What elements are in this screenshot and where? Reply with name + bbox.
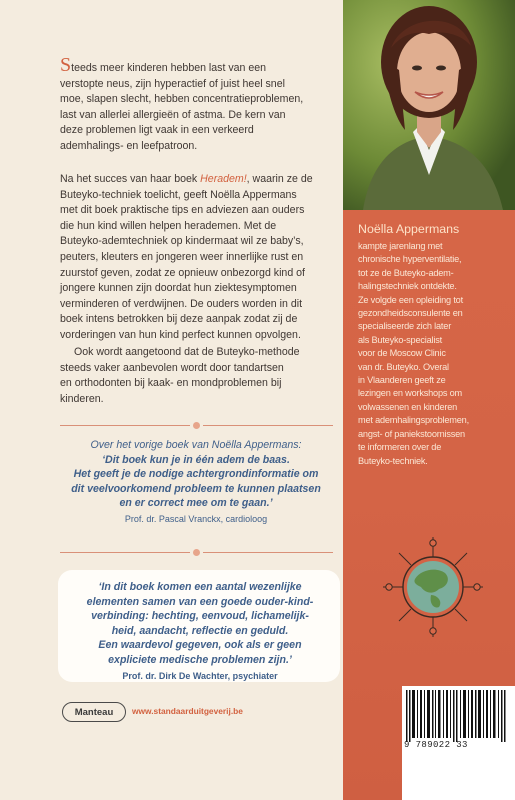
body-line: met dit boek praktische tips en adviezen aan ouders [60, 204, 305, 217]
quote-line: ‘In dit boek komen een aantal wezenlijke [98, 581, 302, 593]
globe-compass-icon [381, 535, 485, 639]
book-title: Heradem! [200, 173, 247, 185]
quote-line: heid, aandacht, reflectie en geduld. [111, 624, 289, 637]
divider-left [60, 552, 190, 553]
drop-cap: S [60, 54, 72, 76]
body-text: , waarin ze de [246, 173, 313, 185]
isbn-number: 9 789022 33 [404, 740, 468, 750]
bio-line: gezondheidsconsulente en [358, 308, 463, 319]
body-line: vorderingen van hun kind perfect kunnen opvolgen. [60, 328, 301, 341]
body-line: zuurstof geven, zodat ze opnieuw onbezorgd kind of [60, 266, 305, 279]
review-line: Het geeft je de nodige achtergrondinformatie om [73, 468, 319, 481]
bio-line: volwassenen en kinderen [358, 401, 458, 412]
bio-line: kampte jarenlang met [358, 241, 443, 251]
quote-line: Een waardevol gegeven, ook als er geen [98, 639, 302, 652]
body-line: boek intens betrokken bij deze aanpak zodat zij de [60, 313, 298, 326]
bio-line: angst- of paniekstoornissen [358, 428, 465, 439]
body-line: Ook wordt aangetoond dat de Buteyko-methode [74, 346, 300, 358]
author-portrait-illustration [343, 0, 515, 210]
intro-line: verstopte neus, zijn hyperactief of juist heel snel [60, 77, 285, 90]
publisher-url[interactable]: www.standaarduitgeverij.be [132, 706, 243, 716]
bio-line: met ademhalingsproblemen, [358, 415, 469, 426]
intro-paragraph [60, 54, 322, 155]
bio-line: halingstechniek ontdekte. [358, 281, 457, 292]
bio-line: als Buteyko-specialist [358, 334, 442, 345]
review-line: en er correct mee om te gaan.’ [119, 497, 273, 510]
body-line: en orthodonten bij kaak- en mondproblemen bij [60, 377, 282, 390]
intro-line: teeds meer kinderen hebben last van een [71, 62, 267, 74]
quote-line: expliciete medische problemen zijn.’ [108, 653, 292, 666]
body-line: verminderen of verdwijnen. De ouders worden in dit [60, 297, 303, 310]
bio-line: voor de Moscow Clinic [358, 348, 446, 359]
divider-dot [193, 549, 200, 556]
endorsement-quote [74, 580, 326, 683]
body-line: Buteyko-techniek toelicht, geeft Noëlla Appermans [60, 188, 297, 201]
bio-line: specialiseerde zich later [358, 321, 452, 332]
bio-line: tot ze de Buteyko-adem- [358, 267, 454, 278]
review-quote [60, 438, 332, 527]
author-photo [343, 0, 515, 210]
review-intro: Over het vorige boek van Noëlla Appermans: [90, 439, 302, 451]
body-paragraph-2 [60, 172, 322, 344]
body-line: kinderen. [60, 392, 104, 405]
quote-line: verbinding: hechting, eenvoud, lichamelijk- [91, 610, 309, 623]
divider-left [60, 425, 190, 426]
body-line: peuters, kleuters en jongeren weer innerlijke rust en [60, 250, 304, 263]
author-name: Noëlla Appermans [358, 222, 460, 236]
body-line: die hun kind willen helpen herademen. Met de [60, 219, 277, 232]
review-line: ‘Dit boek kun je in één adem de baas. [102, 453, 290, 466]
publisher-logo: Manteau [62, 702, 126, 722]
bio-line: van dr. Buteyko. Overal [358, 361, 449, 372]
divider-right [203, 425, 333, 426]
quote-line: elementen samen van een goede ouder-kind- [86, 595, 314, 608]
divider-dot [193, 422, 200, 429]
intro-line: moe, slapen slecht, hebben concentratieproblemen, [60, 93, 304, 106]
author-bio [358, 240, 506, 468]
body-text: Na het succes van haar boek [60, 173, 201, 185]
body-paragraph-3 [60, 345, 322, 407]
bio-line: in Vlaanderen geeft ze [358, 375, 446, 386]
intro-line: deze problemen ligt vaak in een verkeerd [60, 124, 254, 137]
divider-right [203, 552, 333, 553]
bio-line: Ze volgde een opleiding tot [358, 294, 463, 305]
body-line: steeds vaker aanbevolen wordt door tandartsen [60, 361, 284, 374]
bio-line: chronische hyperventilatie, [358, 254, 462, 265]
barcode-bars [402, 690, 515, 742]
quote-author: Prof. dr. Dirk De Wachter, psychiater [122, 670, 278, 681]
review-author: Prof. dr. Pascal Vranckx, cardioloog [124, 513, 268, 524]
bio-line: te informeren over de [358, 442, 442, 453]
intro-line: ademhalings- en leefpatroon. [60, 139, 198, 152]
bio-line: lezingen en workshops om [358, 388, 462, 399]
body-line: jongere kunnen zijn doordat hun ziektesymptomen [60, 282, 297, 295]
bio-line: Buteyko-techniek. [358, 455, 428, 466]
body-line: Buteyko-ademtechniek op kindermaat wil ze baby’s, [60, 235, 304, 248]
intro-line: last van allerlei allergieën of astma. De kern van [60, 108, 286, 121]
review-line: dit veelvoorkomend probleem te kunnen plaatsen [71, 482, 321, 495]
